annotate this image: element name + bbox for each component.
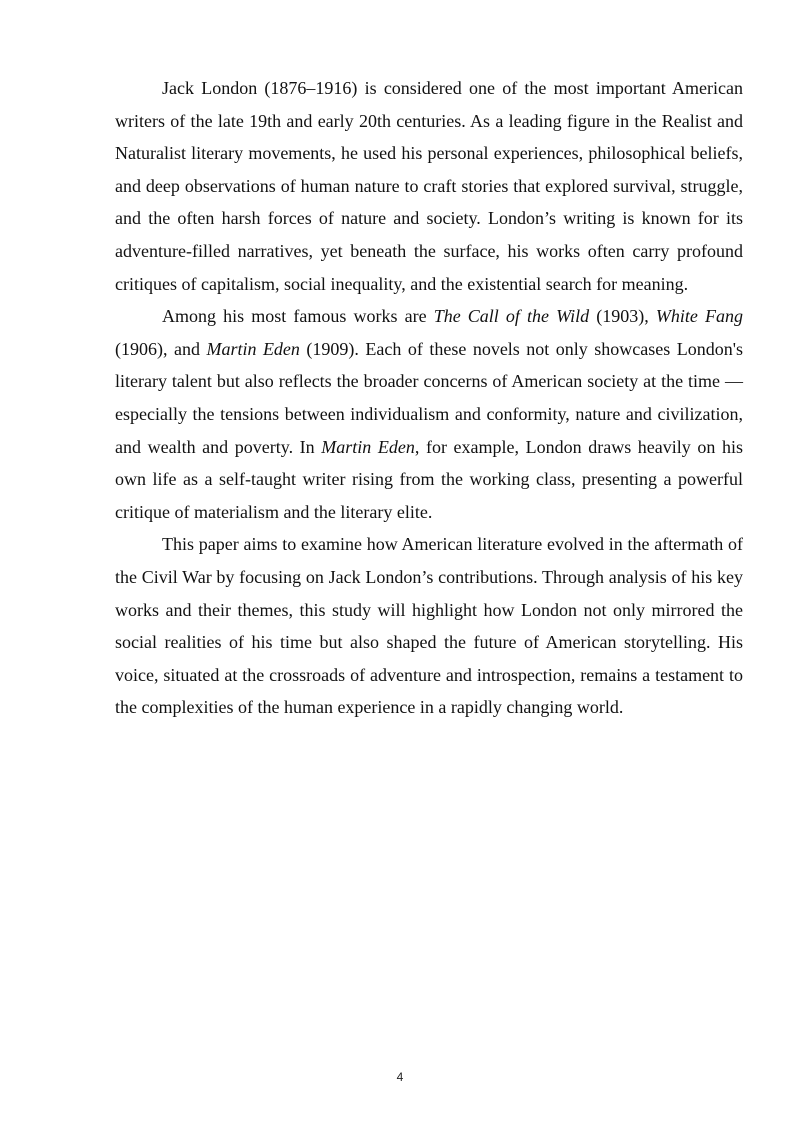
- paragraph-2-text-b: (1903),: [589, 306, 656, 327]
- paragraph-3-text: This paper aims to examine how American literature evolved in the aftermath of the Civil War by focusing on Jack London’s contributions. Through analysis of his key works and their themes, this study will highlight how London not only mirrored the social realities of his time but also shaped the future of American storytelling. His voice, situated at the crossroads of adventure and introspection, remains a testament to the complexities of the human experience in a rapidly changing world.: [115, 534, 743, 718]
- paragraph-2-text-a: Among his most famous works are: [162, 306, 434, 327]
- book-title-white-fang: White Fang: [655, 306, 743, 327]
- paragraph-2: [115, 300, 743, 528]
- paragraph-1: [115, 72, 743, 300]
- page-number: 4: [396, 1070, 404, 1084]
- book-title-call-of-the-wild: The Call of the Wild: [433, 306, 590, 327]
- paragraph-3: [115, 528, 743, 724]
- paragraph-2-text-e: , for example, London draws heavily on his own life as a self-taught writer rising from the working class, presenting a powerful critique of materialism and the literary elite.: [115, 436, 743, 522]
- book-title-martin-eden-2: Martin Eden: [321, 436, 415, 457]
- paragraph-1-text: Jack London (1876–1916) is considered one of the most important American writers of the late 19th and early 20th centuries. As a leading figure in the Realist and Naturalist literary movements, he used his personal experiences, philosophical beliefs, and deep observations of human nature to craft stories that explored survival, struggle, and the often harsh forces of nature and society. London’s writing is known for its adventure-filled narratives, yet beneath the surface, his works often carry profound critiques of capitalism, social inequality, and the existential search for meaning.: [115, 78, 743, 294]
- body-text: [115, 72, 743, 724]
- paragraph-2-text-c: (1906), and: [115, 338, 207, 359]
- paragraph-2-text-d: (1909). Each of these novels not only showcases London's literary talent but also reflects the broader concerns of American society at the time —especially the tensions between individualism and conformity, nature and civilization, and wealth and poverty. In: [115, 338, 743, 457]
- book-title-martin-eden: Martin Eden: [206, 338, 300, 359]
